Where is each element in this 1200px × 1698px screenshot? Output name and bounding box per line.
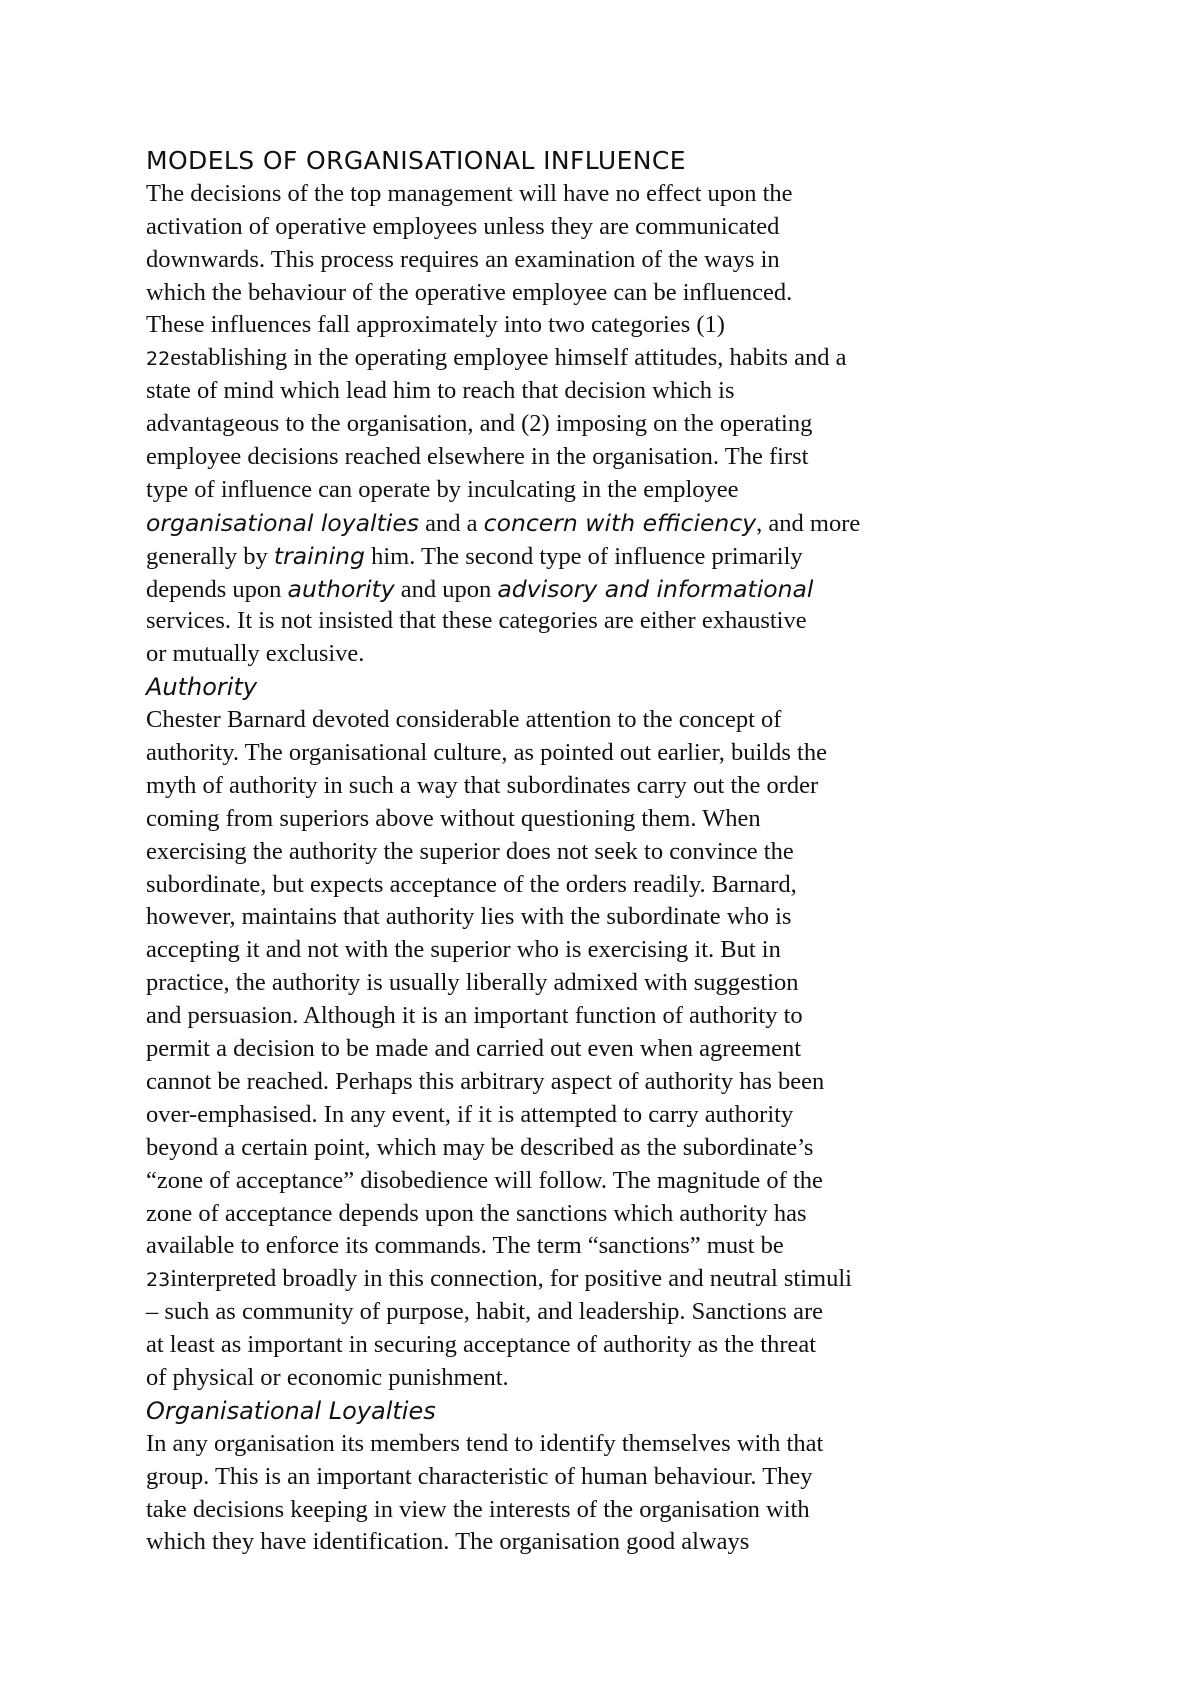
text-line (146, 507, 1166, 540)
text-line: authority. The organisational culture, as pointed out earlier, builds the (146, 739, 827, 767)
text-line (146, 1263, 1166, 1296)
text-line: exercising the authority the superior does not seek to convince the (146, 837, 794, 865)
text-line: zone of acceptance depends upon the sanctions which authority has (146, 1199, 807, 1227)
text-line (146, 540, 1166, 573)
text-line: take decisions keeping in view the interests of the organisation with (146, 1495, 810, 1523)
text-line: downwards. This process requires an examination of the ways in (146, 245, 780, 273)
text-line: state of mind which lead him to reach that decision which is (146, 377, 735, 405)
text-line: and persuasion. Although it is an important function of authority to (146, 1002, 803, 1030)
text-line: at least as important in securing acceptance of authority as the threat (146, 1331, 817, 1359)
emphasis-training: training (273, 541, 365, 570)
emphasis-efficiency: concern with efficiency (483, 508, 757, 537)
text-line: of physical or economic punishment. (146, 1363, 509, 1391)
text-line: group. This is an important characteristic of human behaviour. They (146, 1462, 813, 1490)
document-title: MODELS OF ORGANISATIONAL INFLUENCE (146, 146, 686, 175)
text-line: employee decisions reached elsewhere in the organisation. The first (146, 443, 809, 471)
text-line: however, maintains that authority lies with the subordinate who is (146, 903, 792, 931)
text-line (146, 573, 1166, 606)
authority-paragraph (146, 704, 1166, 1395)
text-line: myth of authority in such a way that subordinates carry out the order (146, 771, 819, 799)
emphasis-advisory: advisory and informational (497, 574, 814, 603)
line-text: and a (425, 509, 478, 537)
text-line: Chester Barnard devoted considerable attention to the concept of (146, 706, 782, 734)
text-line: accepting it and not with the superior who is exercising it. But in (146, 936, 781, 964)
footnote-marker: 23 (146, 1269, 171, 1292)
text-line: The decisions of the top management will have no effect upon the (146, 179, 793, 207)
text-line: permit a decision to be made and carried out even when agreement (146, 1035, 802, 1063)
text-line: cannot be reached. Perhaps this arbitrary aspect of authority has been (146, 1067, 825, 1095)
line-text: and upon (400, 575, 492, 603)
text-line: services. It is not insisted that these categories are either exhaustive (146, 607, 807, 635)
line-text: generally by (146, 542, 268, 570)
text-line: “zone of acceptance” disobedience will follow. The magnitude of the (146, 1166, 823, 1194)
text-line: activation of operative employees unless they are communicated (146, 212, 780, 240)
emphasis-loyalties: organisational loyalties (146, 508, 420, 537)
loyalties-paragraph (146, 1428, 1166, 1560)
section-heading-loyalties: Organisational Loyalties (146, 1396, 436, 1425)
text-line: beyond a certain point, which may be described as the subordinate’s (146, 1133, 814, 1161)
text-line: type of influence can operate by inculcating in the employee (146, 475, 739, 503)
text-line: advantageous to the organisation, and (2) imposing on the operating (146, 410, 813, 438)
text-line: over-emphasised. In any event, if it is attempted to carry authority (146, 1100, 794, 1128)
text-line: coming from superiors above without questioning them. When (146, 804, 761, 832)
intro-paragraph (146, 178, 1166, 671)
text-line (146, 342, 1166, 375)
document-page (146, 145, 1166, 1559)
text-line: These influences fall approximately into two categories (1) (146, 311, 725, 339)
text-line: subordinate, but expects acceptance of the orders readily. Barnard, (146, 870, 797, 898)
line-text: , and more (756, 509, 861, 537)
text-line: In any organisation its members tend to identify themselves with that (146, 1429, 824, 1457)
text-line: available to enforce its commands. The term “sanctions” must be (146, 1232, 784, 1260)
emphasis-authority: authority (287, 574, 395, 603)
text-line: or mutually exclusive. (146, 640, 365, 668)
footnote-marker: 22 (146, 348, 171, 371)
line-text: him. The second type of influence primarily (371, 542, 803, 570)
section-heading-authority: Authority (146, 673, 258, 702)
line-text: interpreted broadly in this connection, for positive and neutral stimuli (170, 1265, 852, 1293)
line-text: establishing in the operating employee himself attitudes, habits and a (170, 344, 847, 372)
text-line: – such as community of purpose, habit, and leadership. Sanctions are (146, 1298, 823, 1326)
line-text: depends upon (146, 575, 282, 603)
text-line: which the behaviour of the operative employee can be influenced. (146, 278, 793, 306)
text-line: practice, the authority is usually liberally admixed with suggestion (146, 969, 799, 997)
text-line: which they have identification. The organisation good always (146, 1528, 750, 1556)
